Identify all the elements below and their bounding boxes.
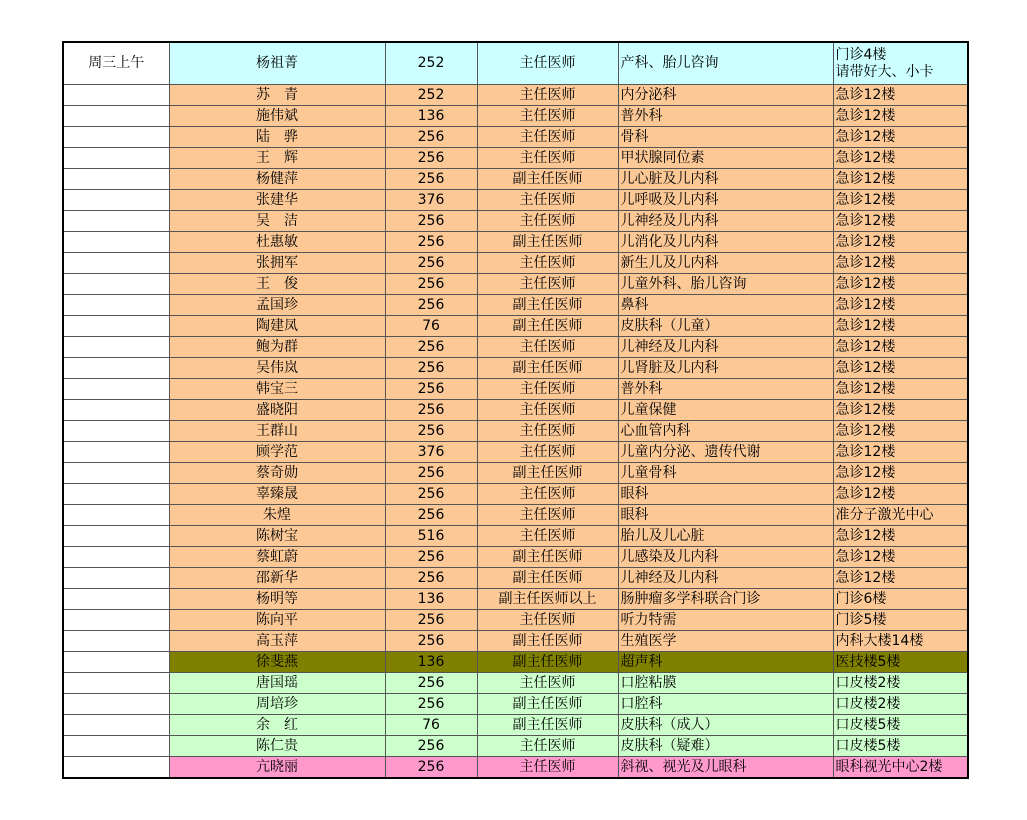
fee-cell: 256 (385, 253, 477, 274)
table-row (63, 148, 968, 169)
doctor-name-cell: 周培珍 (169, 694, 385, 715)
location-text: 急诊12楼 (835, 318, 896, 334)
doctor-title-cell: 主任医师 (477, 190, 618, 211)
department-cell: 口腔粘膜 (618, 673, 833, 694)
day-cell (63, 379, 169, 400)
fee-cell: 76 (385, 715, 477, 736)
fee-cell: 256 (385, 610, 477, 631)
doctor-title-cell: 主任医师 (477, 736, 618, 757)
location-text: 急诊12楼 (835, 276, 896, 292)
department-cell: 胎儿及儿心脏 (618, 526, 833, 547)
department-cell: 产科、胎儿咨询 (618, 42, 833, 85)
department-cell: 皮肤科（疑难） (618, 736, 833, 757)
doctor-name-cell: 王 辉 (169, 148, 385, 169)
fee-cell: 256 (385, 505, 477, 526)
doctor-title-cell: 主任医师 (477, 127, 618, 148)
fee-cell: 256 (385, 484, 477, 505)
doctor-title-cell: 主任医师 (477, 274, 618, 295)
department-cell: 内分泌科 (618, 85, 833, 106)
fee-cell: 256 (385, 211, 477, 232)
location-cell (833, 42, 968, 85)
department-cell: 儿童保健 (618, 400, 833, 421)
department-cell: 生殖医学 (618, 631, 833, 652)
doctor-title-cell: 主任医师 (477, 442, 618, 463)
location-text: 口皮楼2楼 (835, 675, 901, 691)
location-text: 门诊6楼 (835, 591, 887, 607)
fee-cell: 256 (385, 757, 477, 779)
table-row (63, 610, 968, 631)
location-cell (833, 274, 968, 295)
department-cell: 儿呼吸及儿内科 (618, 190, 833, 211)
table-row (63, 253, 968, 274)
location-text: 急诊12楼 (835, 549, 896, 565)
location-cell (833, 694, 968, 715)
department-cell: 儿心脏及儿内科 (618, 169, 833, 190)
doctor-name-cell: 亢晓丽 (169, 757, 385, 779)
location-text: 急诊12楼 (835, 255, 896, 271)
doctor-title-cell: 副主任医师 (477, 295, 618, 316)
fee-cell: 252 (385, 42, 477, 85)
location-cell (833, 505, 968, 526)
location-text: 急诊12楼 (835, 381, 896, 397)
location-cell (833, 358, 968, 379)
day-cell (63, 211, 169, 232)
fee-cell: 256 (385, 358, 477, 379)
doctor-title-cell: 主任医师 (477, 379, 618, 400)
doctor-name-cell: 陆 骅 (169, 127, 385, 148)
doctor-name-cell: 邵新华 (169, 568, 385, 589)
table-row (63, 463, 968, 484)
day-cell (63, 568, 169, 589)
location-cell (833, 484, 968, 505)
doctor-title-cell: 主任医师 (477, 85, 618, 106)
table-row (63, 42, 968, 85)
table-row (63, 589, 968, 610)
day-cell (63, 715, 169, 736)
doctor-name-cell: 张建华 (169, 190, 385, 211)
day-cell (63, 736, 169, 757)
doctor-name-cell: 施伟斌 (169, 106, 385, 127)
department-cell: 儿童外科、胎儿咨询 (618, 274, 833, 295)
doctor-title-cell: 副主任医师 (477, 358, 618, 379)
day-cell (63, 694, 169, 715)
doctor-title-cell: 主任医师 (477, 106, 618, 127)
doctor-title-cell: 主任医师 (477, 673, 618, 694)
doctor-title-cell: 副主任医师 (477, 631, 618, 652)
location-text: 急诊12楼 (835, 423, 896, 439)
doctor-name-cell: 杜惠敏 (169, 232, 385, 253)
table-row (63, 211, 968, 232)
table-row (63, 232, 968, 253)
location-cell (833, 169, 968, 190)
department-cell: 甲状腺同位素 (618, 148, 833, 169)
doctor-name-cell: 杨明等 (169, 589, 385, 610)
doctor-title-cell: 主任医师 (477, 400, 618, 421)
table-row (63, 442, 968, 463)
table-row (63, 715, 968, 736)
table-row (63, 652, 968, 673)
clinic-schedule-table (62, 41, 969, 779)
doctor-name-cell: 朱煌 (169, 505, 385, 526)
location-cell (833, 757, 968, 779)
table-row (63, 400, 968, 421)
doctor-name-cell: 顾学范 (169, 442, 385, 463)
day-cell (63, 127, 169, 148)
location-text: 急诊12楼 (835, 360, 896, 376)
doctor-name-cell: 王群山 (169, 421, 385, 442)
day-cell (63, 190, 169, 211)
location-text: 医技楼5楼 (835, 654, 901, 670)
day-cell (63, 505, 169, 526)
doctor-title-cell: 副主任医师 (477, 169, 618, 190)
location-text: 眼科视光中心2楼 (835, 759, 943, 775)
table-row (63, 526, 968, 547)
fee-cell: 256 (385, 568, 477, 589)
table-row (63, 547, 968, 568)
fee-cell: 256 (385, 400, 477, 421)
table-row (63, 358, 968, 379)
doctor-title-cell: 主任医师 (477, 505, 618, 526)
day-cell (63, 757, 169, 779)
location-cell (833, 148, 968, 169)
table-row (63, 694, 968, 715)
doctor-name-cell: 杨健萍 (169, 169, 385, 190)
day-cell: 周三上午 (63, 42, 169, 85)
doctor-title-cell: 主任医师 (477, 148, 618, 169)
table-row (63, 295, 968, 316)
doctor-title-cell: 主任医师 (477, 757, 618, 779)
day-cell (63, 400, 169, 421)
location-cell (833, 379, 968, 400)
location-cell (833, 547, 968, 568)
day-cell (63, 589, 169, 610)
fee-cell: 136 (385, 652, 477, 673)
location-cell (833, 442, 968, 463)
fee-cell: 516 (385, 526, 477, 547)
fee-cell: 256 (385, 148, 477, 169)
doctor-title-cell: 主任医师 (477, 610, 618, 631)
day-cell (63, 547, 169, 568)
doctor-title-cell: 副主任医师以上 (477, 589, 618, 610)
doctor-name-cell: 徐斐燕 (169, 652, 385, 673)
doctor-name-cell: 韩宝三 (169, 379, 385, 400)
department-cell: 皮肤科（成人） (618, 715, 833, 736)
location-cell (833, 421, 968, 442)
doctor-name-cell: 盛晓阳 (169, 400, 385, 421)
location-cell (833, 400, 968, 421)
department-cell: 儿肾脏及儿内科 (618, 358, 833, 379)
location-cell (833, 337, 968, 358)
department-cell: 超声科 (618, 652, 833, 673)
day-cell (63, 232, 169, 253)
location-cell (833, 568, 968, 589)
table-row (63, 127, 968, 148)
location-text: 急诊12楼 (835, 297, 896, 313)
day-cell (63, 253, 169, 274)
location-cell (833, 211, 968, 232)
department-cell: 鼻科 (618, 295, 833, 316)
fee-cell: 376 (385, 190, 477, 211)
department-cell: 儿消化及儿内科 (618, 232, 833, 253)
department-cell: 肠肿瘤多学科联合门诊 (618, 589, 833, 610)
department-cell: 眼科 (618, 505, 833, 526)
doctor-title-cell: 主任医师 (477, 211, 618, 232)
location-cell (833, 631, 968, 652)
location-cell (833, 610, 968, 631)
table-row (63, 421, 968, 442)
location-text: 急诊12楼 (835, 150, 896, 166)
doctor-name-cell: 蔡奇勋 (169, 463, 385, 484)
department-cell: 普外科 (618, 106, 833, 127)
department-cell: 斜视、视光及儿眼科 (618, 757, 833, 779)
doctor-name-cell: 陶建凤 (169, 316, 385, 337)
location-text: 急诊12楼 (835, 171, 896, 187)
doctor-title-cell: 主任医师 (477, 484, 618, 505)
location-cell (833, 463, 968, 484)
doctor-name-cell: 王 俊 (169, 274, 385, 295)
location-text: 急诊12楼 (835, 465, 896, 481)
fee-cell: 256 (385, 547, 477, 568)
fee-cell: 256 (385, 421, 477, 442)
fee-cell: 76 (385, 316, 477, 337)
location-cell (833, 232, 968, 253)
table-row (63, 316, 968, 337)
department-cell: 儿童内分泌、遗传代谢 (618, 442, 833, 463)
location-text: 口皮楼5楼 (835, 738, 901, 754)
department-cell: 骨科 (618, 127, 833, 148)
day-cell (63, 631, 169, 652)
location-cell (833, 253, 968, 274)
fee-cell: 256 (385, 169, 477, 190)
doctor-name-cell: 陈树宝 (169, 526, 385, 547)
department-cell: 儿神经及儿内科 (618, 211, 833, 232)
fee-cell: 136 (385, 589, 477, 610)
fee-cell: 256 (385, 295, 477, 316)
day-cell (63, 85, 169, 106)
location-cell (833, 673, 968, 694)
location-text: 急诊12楼 (835, 444, 896, 460)
location-text: 门诊4楼 (835, 46, 887, 63)
doctor-title-cell: 主任医师 (477, 253, 618, 274)
location-cell (833, 652, 968, 673)
table-row (63, 337, 968, 358)
doctor-title-cell: 主任医师 (477, 337, 618, 358)
doctor-name-cell: 陈向平 (169, 610, 385, 631)
fee-cell: 256 (385, 673, 477, 694)
location-text: 急诊12楼 (835, 486, 896, 502)
fee-cell: 256 (385, 631, 477, 652)
department-cell: 儿神经及儿内科 (618, 337, 833, 358)
location-text: 准分子激光中心 (835, 507, 934, 523)
location-text: 门诊5楼 (835, 612, 887, 628)
table-row (63, 274, 968, 295)
day-cell (63, 106, 169, 127)
location-text: 急诊12楼 (835, 234, 896, 250)
location-cell (833, 190, 968, 211)
location-cell (833, 526, 968, 547)
day-cell (63, 463, 169, 484)
location-cell (833, 715, 968, 736)
location-cell (833, 316, 968, 337)
doctor-name-cell: 苏 青 (169, 85, 385, 106)
location-cell (833, 127, 968, 148)
location-text: 急诊12楼 (835, 192, 896, 208)
location-text: 急诊12楼 (835, 108, 896, 124)
department-cell: 皮肤科（儿童） (618, 316, 833, 337)
table-row (63, 190, 968, 211)
location-text: 急诊12楼 (835, 213, 896, 229)
doctor-title-cell: 副主任医师 (477, 316, 618, 337)
day-cell (63, 295, 169, 316)
department-cell: 眼科 (618, 484, 833, 505)
department-cell: 儿感染及儿内科 (618, 547, 833, 568)
fee-cell: 256 (385, 274, 477, 295)
table-row (63, 673, 968, 694)
table-row (63, 757, 968, 779)
location-text: 口皮楼5楼 (835, 717, 901, 733)
doctor-title-cell: 主任医师 (477, 526, 618, 547)
table-row (63, 484, 968, 505)
doctor-name-cell: 辜臻晟 (169, 484, 385, 505)
day-cell (63, 316, 169, 337)
location-text: 急诊12楼 (835, 129, 896, 145)
location-text: 急诊12楼 (835, 402, 896, 418)
location-text: 内科大楼14楼 (835, 633, 924, 649)
doctor-title-cell: 主任医师 (477, 42, 618, 85)
location-text: 急诊12楼 (835, 339, 896, 355)
day-cell (63, 358, 169, 379)
department-cell: 儿神经及儿内科 (618, 568, 833, 589)
table-row (63, 736, 968, 757)
location-cell (833, 736, 968, 757)
fee-cell: 256 (385, 232, 477, 253)
fee-cell: 136 (385, 106, 477, 127)
fee-cell: 256 (385, 694, 477, 715)
department-cell: 普外科 (618, 379, 833, 400)
doctor-name-cell: 杨祖菁 (169, 42, 385, 85)
table-row (63, 505, 968, 526)
department-cell: 口腔科 (618, 694, 833, 715)
day-cell (63, 610, 169, 631)
fee-cell: 256 (385, 736, 477, 757)
table-row (63, 85, 968, 106)
doctor-title-cell: 副主任医师 (477, 715, 618, 736)
fee-cell: 256 (385, 337, 477, 358)
doctor-name-cell: 余 红 (169, 715, 385, 736)
doctor-name-cell: 吴伟岚 (169, 358, 385, 379)
location-cell (833, 295, 968, 316)
department-cell: 新生儿及儿内科 (618, 253, 833, 274)
location-text: 口皮楼2楼 (835, 696, 901, 712)
doctor-title-cell: 副主任医师 (477, 652, 618, 673)
doctor-name-cell: 蔡虹蔚 (169, 547, 385, 568)
table-row (63, 169, 968, 190)
location-text: 急诊12楼 (835, 528, 896, 544)
day-cell (63, 526, 169, 547)
day-cell (63, 169, 169, 190)
fee-cell: 256 (385, 127, 477, 148)
doctor-name-cell: 唐国瑶 (169, 673, 385, 694)
doctor-name-cell: 张拥军 (169, 253, 385, 274)
day-cell (63, 673, 169, 694)
doctor-title-cell: 副主任医师 (477, 694, 618, 715)
location-note: 请带好大、小卡 (835, 63, 934, 80)
fee-cell: 376 (385, 442, 477, 463)
day-cell (63, 484, 169, 505)
day-cell (63, 148, 169, 169)
day-cell (63, 421, 169, 442)
day-cell (63, 337, 169, 358)
table-row (63, 631, 968, 652)
doctor-name-cell: 高玉萍 (169, 631, 385, 652)
table-row (63, 379, 968, 400)
doctor-title-cell: 副主任医师 (477, 463, 618, 484)
department-cell: 心血管内科 (618, 421, 833, 442)
location-text: 急诊12楼 (835, 570, 896, 586)
doctor-title-cell: 主任医师 (477, 421, 618, 442)
doctor-name-cell: 吴 洁 (169, 211, 385, 232)
department-cell: 儿童骨科 (618, 463, 833, 484)
location-cell (833, 85, 968, 106)
day-cell (63, 442, 169, 463)
table-row (63, 568, 968, 589)
doctor-title-cell: 副主任医师 (477, 232, 618, 253)
day-cell (63, 274, 169, 295)
doctor-name-cell: 鲍为群 (169, 337, 385, 358)
department-cell: 听力特需 (618, 610, 833, 631)
table-row (63, 106, 968, 127)
doctor-name-cell: 孟国珍 (169, 295, 385, 316)
fee-cell: 252 (385, 85, 477, 106)
location-cell (833, 589, 968, 610)
location-text: 急诊12楼 (835, 87, 896, 103)
doctor-title-cell: 副主任医师 (477, 547, 618, 568)
day-cell (63, 652, 169, 673)
fee-cell: 256 (385, 379, 477, 400)
location-cell (833, 106, 968, 127)
fee-cell: 256 (385, 463, 477, 484)
doctor-name-cell: 陈仁贵 (169, 736, 385, 757)
doctor-title-cell: 副主任医师 (477, 568, 618, 589)
